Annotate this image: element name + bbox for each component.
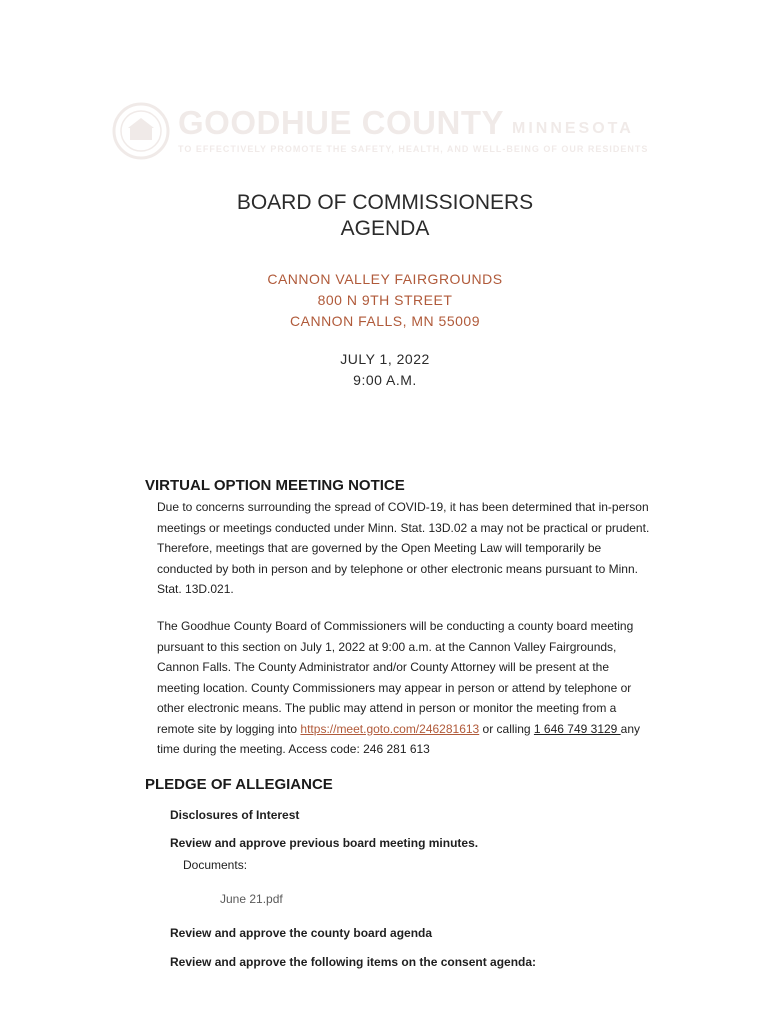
paragraph-2-intro: The Goodhue County Board of Commissioners will be conducting a county board meeting pursuant to this section on July 1, 2022 at 9:00 a.m. at the Cannon Valley Fairgrounds, Cannon Falls. The County Administrator and/or County Attorney will be present at the meeting location. County Commissioners may appear in person or attend by telephone or other electronic means. The public may attend in person or monitor the meeting from a remote site by logging into [157,619,634,736]
meeting-link[interactable]: https://meet.goto.com/246281613 [300,721,480,736]
venue-city: CANNON FALLS, MN 55009 [290,313,480,329]
virtual-notice-heading: VIRTUAL OPTION MEETING NOTICE [145,477,405,494]
virtual-notice-paragraph-1: Due to concerns surrounding the spread of COVID-19, it has been determined that in-person meetings or meetings conducted under Minn. Stat. 13D.02 a may not be practical or prudent. Therefore, meetings that are governed by the Open Meeting Law will temporarily be conducted by both in person and by telephone or other electronic means pursuant to Minn. Stat. 13D.021. [157,500,650,596]
meeting-time: 9:00 A.M. [353,372,417,388]
virtual-notice-paragraph-2 [157,616,649,760]
phone-number[interactable]: 1 646 749 3129 [533,721,621,736]
agenda-item-minutes: Review and approve previous board meeting minutes. [170,836,479,850]
documents-label: Documents: [183,858,248,872]
watermark-title: GOODHUE COUNTY [178,104,505,141]
watermark-tagline: TO EFFECTIVELY PROMOTE THE SAFETY, HEALTH, AND WELL-BEING OF OUR RESIDENTS [178,144,649,154]
watermark-state: MINNESOTA [512,120,634,137]
page-title-line1: BOARD OF COMMISSIONERS [236,191,534,214]
agenda-item-consent: Review and approve the following items on the consent agenda: [170,955,537,969]
paragraph-2-end: any time during the meeting. Access code: 246 281 613 [157,721,641,756]
agenda-item-disclosures: Disclosures of Interest [170,808,300,822]
page-title-line2: AGENDA [340,217,430,240]
document-link[interactable]: June 21.pdf [220,892,283,906]
county-seal-icon [112,102,170,160]
county-logo-watermark [112,102,672,164]
pledge-heading: PLEDGE OF ALLEGIANCE [145,776,333,793]
venue-street: 800 N 9TH STREET [317,292,453,308]
agenda-item-agenda: Review and approve the county board agenda [170,926,433,940]
paragraph-2-middle: or calling [479,721,534,736]
venue-name: CANNON VALLEY FAIRGROUNDS [267,271,503,287]
meeting-date: JULY 1, 2022 [340,351,430,367]
